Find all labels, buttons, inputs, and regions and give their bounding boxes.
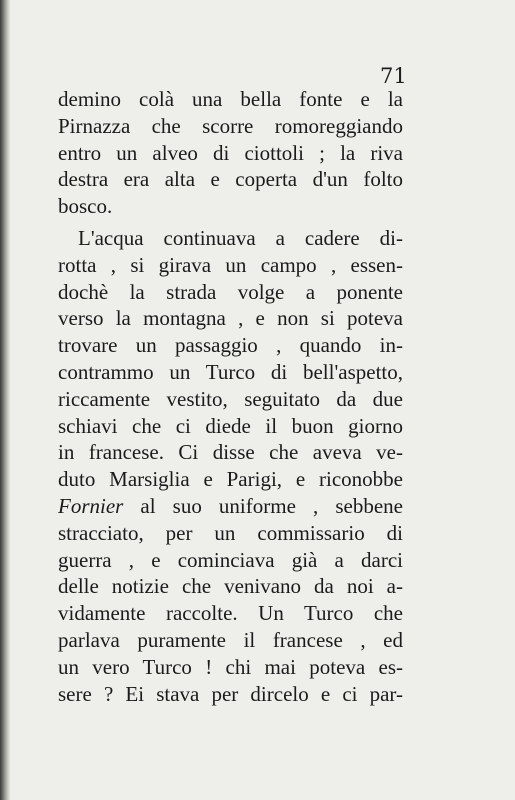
text-line: demino colà una bella fonte e la xyxy=(58,87,403,111)
text-line: stracciato, per un commissario di xyxy=(58,520,403,545)
text-line: dochè la strada volge a ponente xyxy=(58,279,403,304)
page-gutter-shadow xyxy=(0,0,10,800)
text-line: Pirnazza che scorre romoreggiando xyxy=(58,113,403,138)
text-line-with-italic: Fornier al suo uniforme , sebbene xyxy=(58,493,403,518)
text-line: bosco. xyxy=(58,194,113,219)
text-line: riccamente vestito, seguitato da due xyxy=(58,386,403,411)
text-line: un vero Turco ! chi mai poteva es- xyxy=(58,654,403,679)
text-line: sere ? Ei stava per dircelo e ci par- xyxy=(58,681,403,706)
text-line: duto Marsiglia e Parigi, e riconobbe xyxy=(58,467,403,492)
text-line: contrammo un Turco di bell'aspetto, xyxy=(58,359,403,384)
text-line: destra era alta e coperta d'un folto xyxy=(58,167,403,192)
text-line: entro un alveo di ciottoli ; la riva xyxy=(58,140,403,165)
text-line: schiavi che ci diede il buon giorno xyxy=(58,413,403,438)
text-line: rotta , si girava un campo , essen- xyxy=(58,252,403,277)
text-line: vidamente raccolte. Un Turco che xyxy=(58,601,403,626)
text-line: L'acqua continuava a cadere di- xyxy=(78,225,403,250)
italic-name: Fornier xyxy=(58,493,124,518)
text-line: trovare un passaggio , quando in- xyxy=(58,333,403,358)
text-line: guerra , e cominciava già a darci xyxy=(58,547,403,572)
page-number: 71 xyxy=(380,64,407,88)
text-line: in francese. Ci disse che aveva ve- xyxy=(58,440,403,465)
text-line: parlava puramente il francese , ed xyxy=(58,627,403,652)
body-text xyxy=(58,86,403,707)
text-line: verso la montagna , e non si poteva xyxy=(58,306,403,331)
text-line: delle notizie che venivano da noi a- xyxy=(58,574,403,599)
